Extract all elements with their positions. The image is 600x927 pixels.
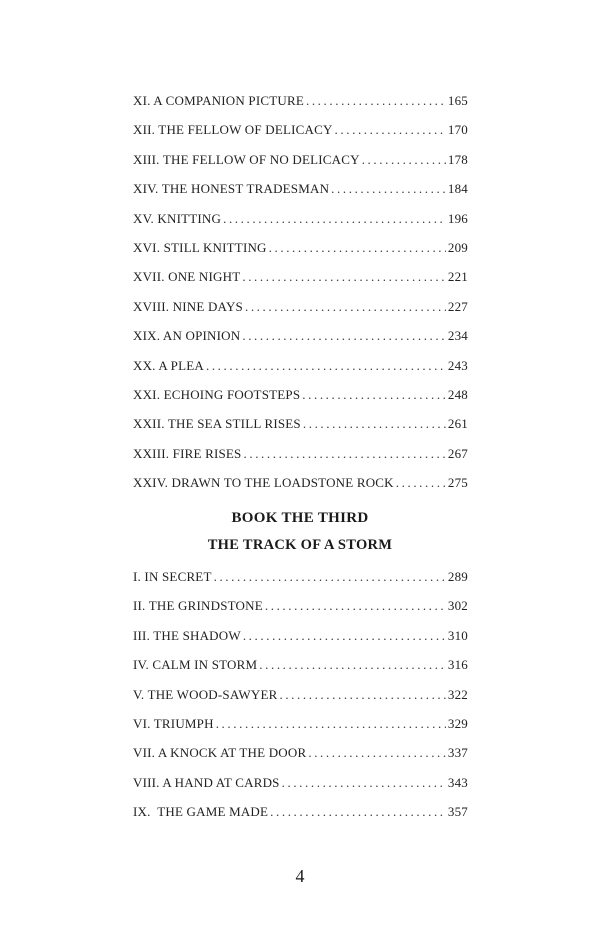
dot-leader bbox=[243, 621, 446, 650]
dot-leader bbox=[214, 562, 446, 591]
toc-entry bbox=[133, 145, 468, 174]
chapter-page-number: 310 bbox=[447, 627, 468, 643]
chapter-page-number: 275 bbox=[447, 475, 468, 491]
toc-entry bbox=[133, 797, 468, 826]
chapter-page-number: 221 bbox=[447, 269, 468, 285]
chapter-page-number: 316 bbox=[447, 657, 468, 673]
chapter-title: XII. THE FELLOW OF DELICACY bbox=[133, 122, 333, 138]
chapter-title: XIII. THE FELLOW OF NO DELICACY bbox=[133, 151, 360, 167]
chapter-page-number: 178 bbox=[447, 151, 468, 167]
chapter-title: XX. A PLEA bbox=[133, 357, 204, 373]
dot-leader bbox=[306, 86, 446, 115]
chapter-page-number: 243 bbox=[447, 357, 468, 373]
chapter-page-number: 170 bbox=[447, 122, 468, 138]
toc-entry bbox=[133, 621, 468, 650]
dot-leader bbox=[270, 797, 446, 826]
chapter-title: III. THE SHADOW bbox=[133, 627, 241, 643]
chapter-title: XIV. THE HONEST TRADESMAN bbox=[133, 181, 330, 197]
dot-leader bbox=[223, 204, 446, 233]
book-subheading: THE TRACK OF A STORM bbox=[207, 537, 393, 553]
dot-leader bbox=[302, 380, 446, 409]
toc-list-book-two bbox=[133, 86, 468, 497]
dot-leader bbox=[331, 174, 446, 203]
book-heading: BOOK THE THIRD bbox=[231, 510, 369, 526]
dot-leader bbox=[303, 409, 446, 438]
toc-entry bbox=[133, 591, 468, 620]
chapter-title: I. IN SECRET bbox=[133, 569, 212, 584]
chapter-page-number: 261 bbox=[447, 416, 468, 432]
toc-entry bbox=[133, 468, 468, 497]
dot-leader bbox=[242, 321, 446, 350]
dot-leader bbox=[245, 292, 446, 321]
toc-entry bbox=[133, 709, 468, 738]
chapter-page-number: 227 bbox=[447, 298, 468, 314]
chapter-page-number: 322 bbox=[447, 686, 468, 702]
toc-entry bbox=[133, 380, 468, 409]
chapter-title: XXIII. FIRE RISES bbox=[133, 445, 242, 461]
chapter-title: XVII. ONE NIGHT bbox=[133, 269, 241, 285]
chapter-page-number: 184 bbox=[447, 181, 468, 197]
page-number: 4 bbox=[295, 866, 305, 886]
chapter-title: XI. A COMPANION PICTURE bbox=[133, 93, 304, 108]
chapter-title: XXI. ECHOING FOOTSTEPS bbox=[133, 386, 301, 402]
dot-leader bbox=[362, 145, 446, 174]
dot-leader bbox=[269, 233, 446, 262]
chapter-title: VI. TRIUMPH bbox=[133, 715, 214, 731]
dot-leader bbox=[335, 115, 446, 144]
chapter-title: XVIII. NINE DAYS bbox=[133, 298, 243, 314]
chapter-page-number: 329 bbox=[447, 715, 468, 731]
chapter-page-number: 343 bbox=[447, 774, 468, 790]
dot-leader bbox=[244, 439, 446, 468]
chapter-page-number: 302 bbox=[447, 598, 468, 614]
chapter-title: XXII. THE SEA STILL RISES bbox=[133, 416, 301, 432]
toc-entry bbox=[133, 86, 468, 115]
toc-entry bbox=[133, 650, 468, 679]
chapter-page-number: 267 bbox=[447, 445, 468, 461]
chapter-page-number: 234 bbox=[447, 328, 468, 344]
toc-list-book-three bbox=[133, 562, 468, 827]
chapter-page-number: 289 bbox=[447, 569, 468, 584]
toc-entry bbox=[133, 233, 468, 262]
toc-entry bbox=[133, 204, 468, 233]
chapter-page-number: 337 bbox=[447, 745, 468, 761]
toc-entry bbox=[133, 562, 468, 591]
chapter-title: VII. A KNOCK AT THE DOOR bbox=[133, 745, 307, 761]
dot-leader bbox=[279, 680, 445, 709]
chapter-title: XXIV. DRAWN TO THE LOADSTONE ROCK bbox=[133, 475, 394, 491]
chapter-page-number: 248 bbox=[447, 386, 468, 402]
chapter-page-number: 357 bbox=[447, 804, 468, 820]
dot-leader bbox=[259, 650, 446, 679]
chapter-title: VIII. A HAND AT CARDS bbox=[133, 774, 280, 790]
chapter-title: XV. KNITTING bbox=[133, 210, 222, 226]
dot-leader bbox=[216, 709, 446, 738]
chapter-page-number: 209 bbox=[447, 239, 468, 255]
dot-leader bbox=[265, 591, 446, 620]
chapter-title: IX. THE GAME MADE bbox=[133, 804, 269, 820]
toc-entry bbox=[133, 738, 468, 767]
dot-leader bbox=[282, 768, 446, 797]
toc-entry bbox=[133, 262, 468, 291]
dot-leader bbox=[242, 262, 446, 291]
chapter-page-number: 165 bbox=[447, 93, 468, 108]
toc-entry bbox=[133, 439, 468, 468]
dot-leader bbox=[396, 468, 446, 497]
toc-entry bbox=[133, 115, 468, 144]
toc-entry bbox=[133, 351, 468, 380]
chapter-page-number: 196 bbox=[447, 210, 468, 226]
chapter-title: XIX. AN OPINION bbox=[133, 328, 241, 344]
toc-entry bbox=[133, 321, 468, 350]
chapter-title: II. THE GRINDSTONE bbox=[133, 598, 263, 614]
toc-entry bbox=[133, 680, 468, 709]
dot-leader bbox=[206, 351, 446, 380]
dot-leader bbox=[308, 738, 446, 767]
toc-entry bbox=[133, 292, 468, 321]
chapter-title: IV. CALM IN STORM bbox=[133, 657, 258, 673]
chapter-title: XVI. STILL KNITTING bbox=[133, 239, 267, 255]
toc-entry bbox=[133, 409, 468, 438]
chapter-title: V. THE WOOD-SAWYER bbox=[133, 686, 278, 702]
toc-entry bbox=[133, 174, 468, 203]
toc-entry bbox=[133, 768, 468, 797]
